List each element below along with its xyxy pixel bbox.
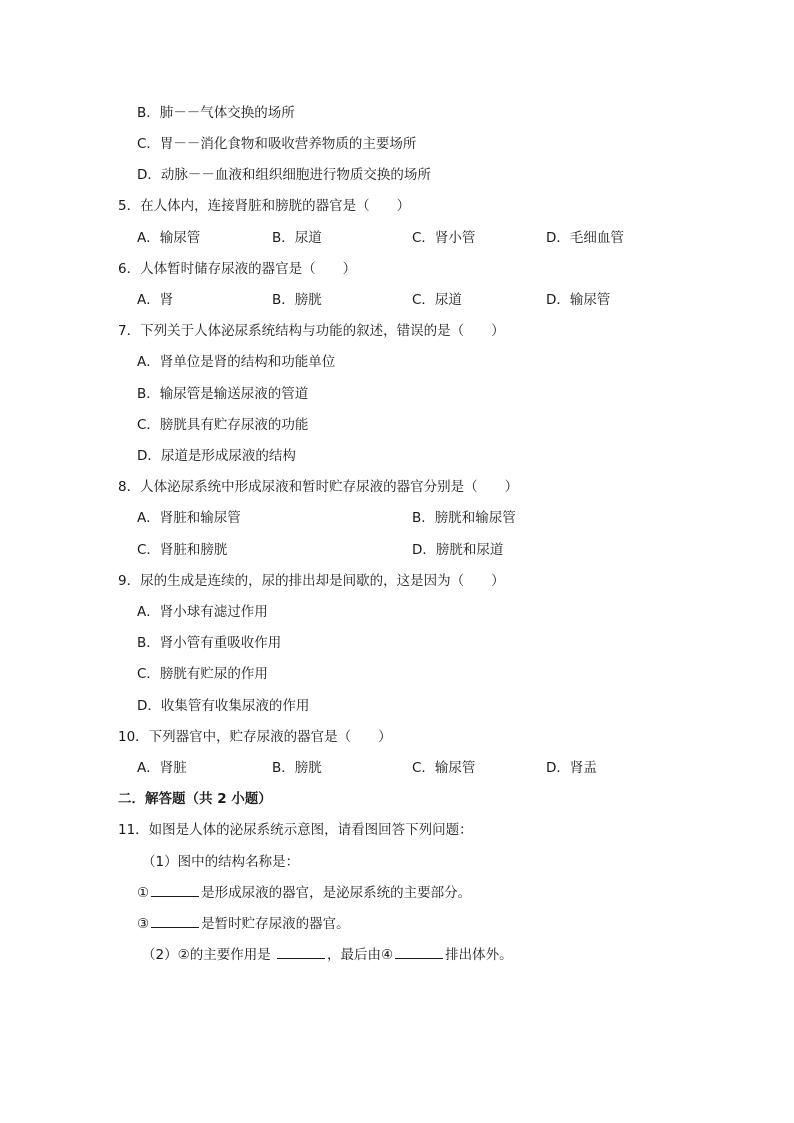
answer-blank-1[interactable] bbox=[151, 884, 199, 897]
q9-option-a: A．肾小球有滤过作用 bbox=[137, 604, 268, 620]
q8-option-c: C．肾脏和膀胱 bbox=[137, 542, 228, 558]
q11-part2-middle: ，最后由④ bbox=[327, 947, 394, 963]
q7-option-d: D．尿道是形成尿液的结构 bbox=[137, 448, 296, 464]
q11-line1 bbox=[137, 884, 471, 902]
q6-stem: 6．人体暂时储存尿液的器官是（ ） bbox=[118, 261, 357, 277]
answer-blank-3[interactable] bbox=[151, 915, 199, 928]
q8-stem: 8．人体泌尿系统中形成尿液和暂时贮存尿液的器官分别是（ ） bbox=[118, 479, 519, 495]
q6-option-c: C．尿道 bbox=[412, 292, 462, 308]
q11-part1: （1）图中的结构名称是： bbox=[142, 854, 300, 870]
q10-option-b: B．膀胱 bbox=[272, 760, 322, 776]
q5-option-c: C．肾小管 bbox=[412, 230, 476, 246]
q11-stem: 11．如图是人体的泌尿系统示意图，请看图回答下列问题： bbox=[118, 822, 473, 838]
q10-option-d: D．肾盂 bbox=[546, 760, 597, 776]
q4-option-c: C．胃－－消化食物和吸收营养物质的主要场所 bbox=[137, 136, 417, 152]
q9-option-d: D．收集管有收集尿液的作用 bbox=[137, 698, 310, 714]
q7-stem: 7．下列关于人体泌尿系统结构与功能的叙述，错误的是（ ） bbox=[118, 323, 505, 339]
q10-option-a: A．肾脏 bbox=[137, 760, 187, 776]
answer-blank-4[interactable] bbox=[395, 946, 443, 959]
q10-option-c: C．输尿管 bbox=[412, 760, 476, 776]
circled-number-1: ① bbox=[137, 885, 150, 901]
q11-part2-suffix: 排出体外。 bbox=[445, 947, 513, 963]
q5-option-d: D．毛细血管 bbox=[546, 230, 624, 246]
q6-option-d: D．输尿管 bbox=[546, 292, 611, 308]
q6-option-b: B．膀胱 bbox=[272, 292, 322, 308]
q11-line1-text: 是形成尿液的器官，是泌尿系统的主要部分。 bbox=[201, 885, 472, 901]
q6-option-a: A．肾 bbox=[137, 292, 174, 308]
q10-stem: 10．下列器官中，贮存尿液的器官是（ ） bbox=[118, 729, 392, 745]
q11-part2-prefix: （2）②的主要作用是 bbox=[142, 947, 271, 963]
q9-option-b: B．肾小管有重吸收作用 bbox=[137, 635, 282, 651]
q8-option-d: D．膀胱和尿道 bbox=[412, 542, 504, 558]
circled-number-3: ③ bbox=[137, 916, 150, 932]
q4-option-d: D．动脉－－血液和组织细胞进行物质交换的场所 bbox=[137, 167, 431, 183]
q9-option-c: C．膀胱有贮尿的作用 bbox=[137, 666, 268, 682]
q5-option-b: B．尿道 bbox=[272, 230, 322, 246]
section-title: 二．解答题（共 2 小题） bbox=[118, 791, 272, 807]
q11-line2 bbox=[137, 915, 350, 933]
q8-option-b: B．膀胱和输尿管 bbox=[412, 510, 516, 526]
q7-option-b: B．输尿管是输送尿液的管道 bbox=[137, 386, 309, 402]
q8-option-a: A．肾脏和输尿管 bbox=[137, 510, 241, 526]
q11-part2 bbox=[142, 946, 513, 964]
q4-option-b: B．肺－－气体交换的场所 bbox=[137, 105, 295, 121]
q9-stem: 9．尿的生成是连续的，尿的排出却是间歇的，这是因为（ ） bbox=[118, 573, 505, 589]
answer-blank-2[interactable] bbox=[277, 946, 325, 959]
q7-option-a: A．肾单位是肾的结构和功能单位 bbox=[137, 354, 336, 370]
q5-stem: 5．在人体内，连接肾脏和膀胱的器官是（ ） bbox=[118, 198, 411, 214]
q5-option-a: A．输尿管 bbox=[137, 230, 201, 246]
q7-option-c: C．膀胱具有贮存尿液的功能 bbox=[137, 417, 309, 433]
q11-line2-text: 是暂时贮存尿液的器官。 bbox=[201, 916, 350, 932]
